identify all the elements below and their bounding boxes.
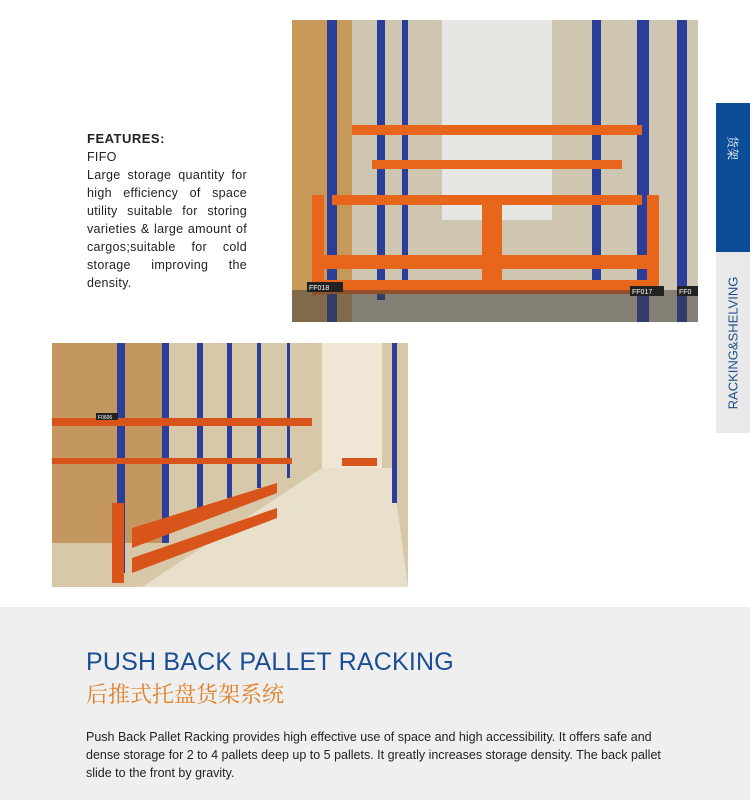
- features-body: Large storage quantity for high efficiency of space utility suitable for storing varieties & large amount of cargos;suitable for cold storage improving the density.: [87, 168, 247, 290]
- features-heading: FEATURES:: [87, 131, 165, 146]
- tab-chinese-label: 货架: [725, 135, 740, 160]
- product-title-cn: 后推式托盘货架系统: [86, 682, 285, 707]
- product-title-en: PUSH BACK PALLET RACKING: [86, 648, 454, 676]
- features-subheading: FIFO: [87, 150, 117, 164]
- tab-english-label: RACKING&SHELVING: [725, 276, 741, 409]
- rack-label: F0606: [98, 415, 113, 421]
- tab-racking-shelving[interactable]: [716, 252, 750, 433]
- warehouse-aisle-photo: [52, 343, 408, 587]
- rack-label: FF018: [309, 285, 330, 292]
- rack-label: FF0: [679, 289, 692, 296]
- features-block: [87, 130, 247, 292]
- product-description: Push Back Pallet Racking provides high effective use of space and high accessibility. It offers safe and dense storage for 2 to 4 pallets deep up to 5 pallets. It greatly increases storage density. The back pallet slide to the front by gravity.: [86, 730, 661, 780]
- rack-label: FF017: [632, 289, 653, 296]
- push-back-rack-photo: [292, 20, 698, 322]
- tab-chinese-racking[interactable]: [716, 103, 750, 252]
